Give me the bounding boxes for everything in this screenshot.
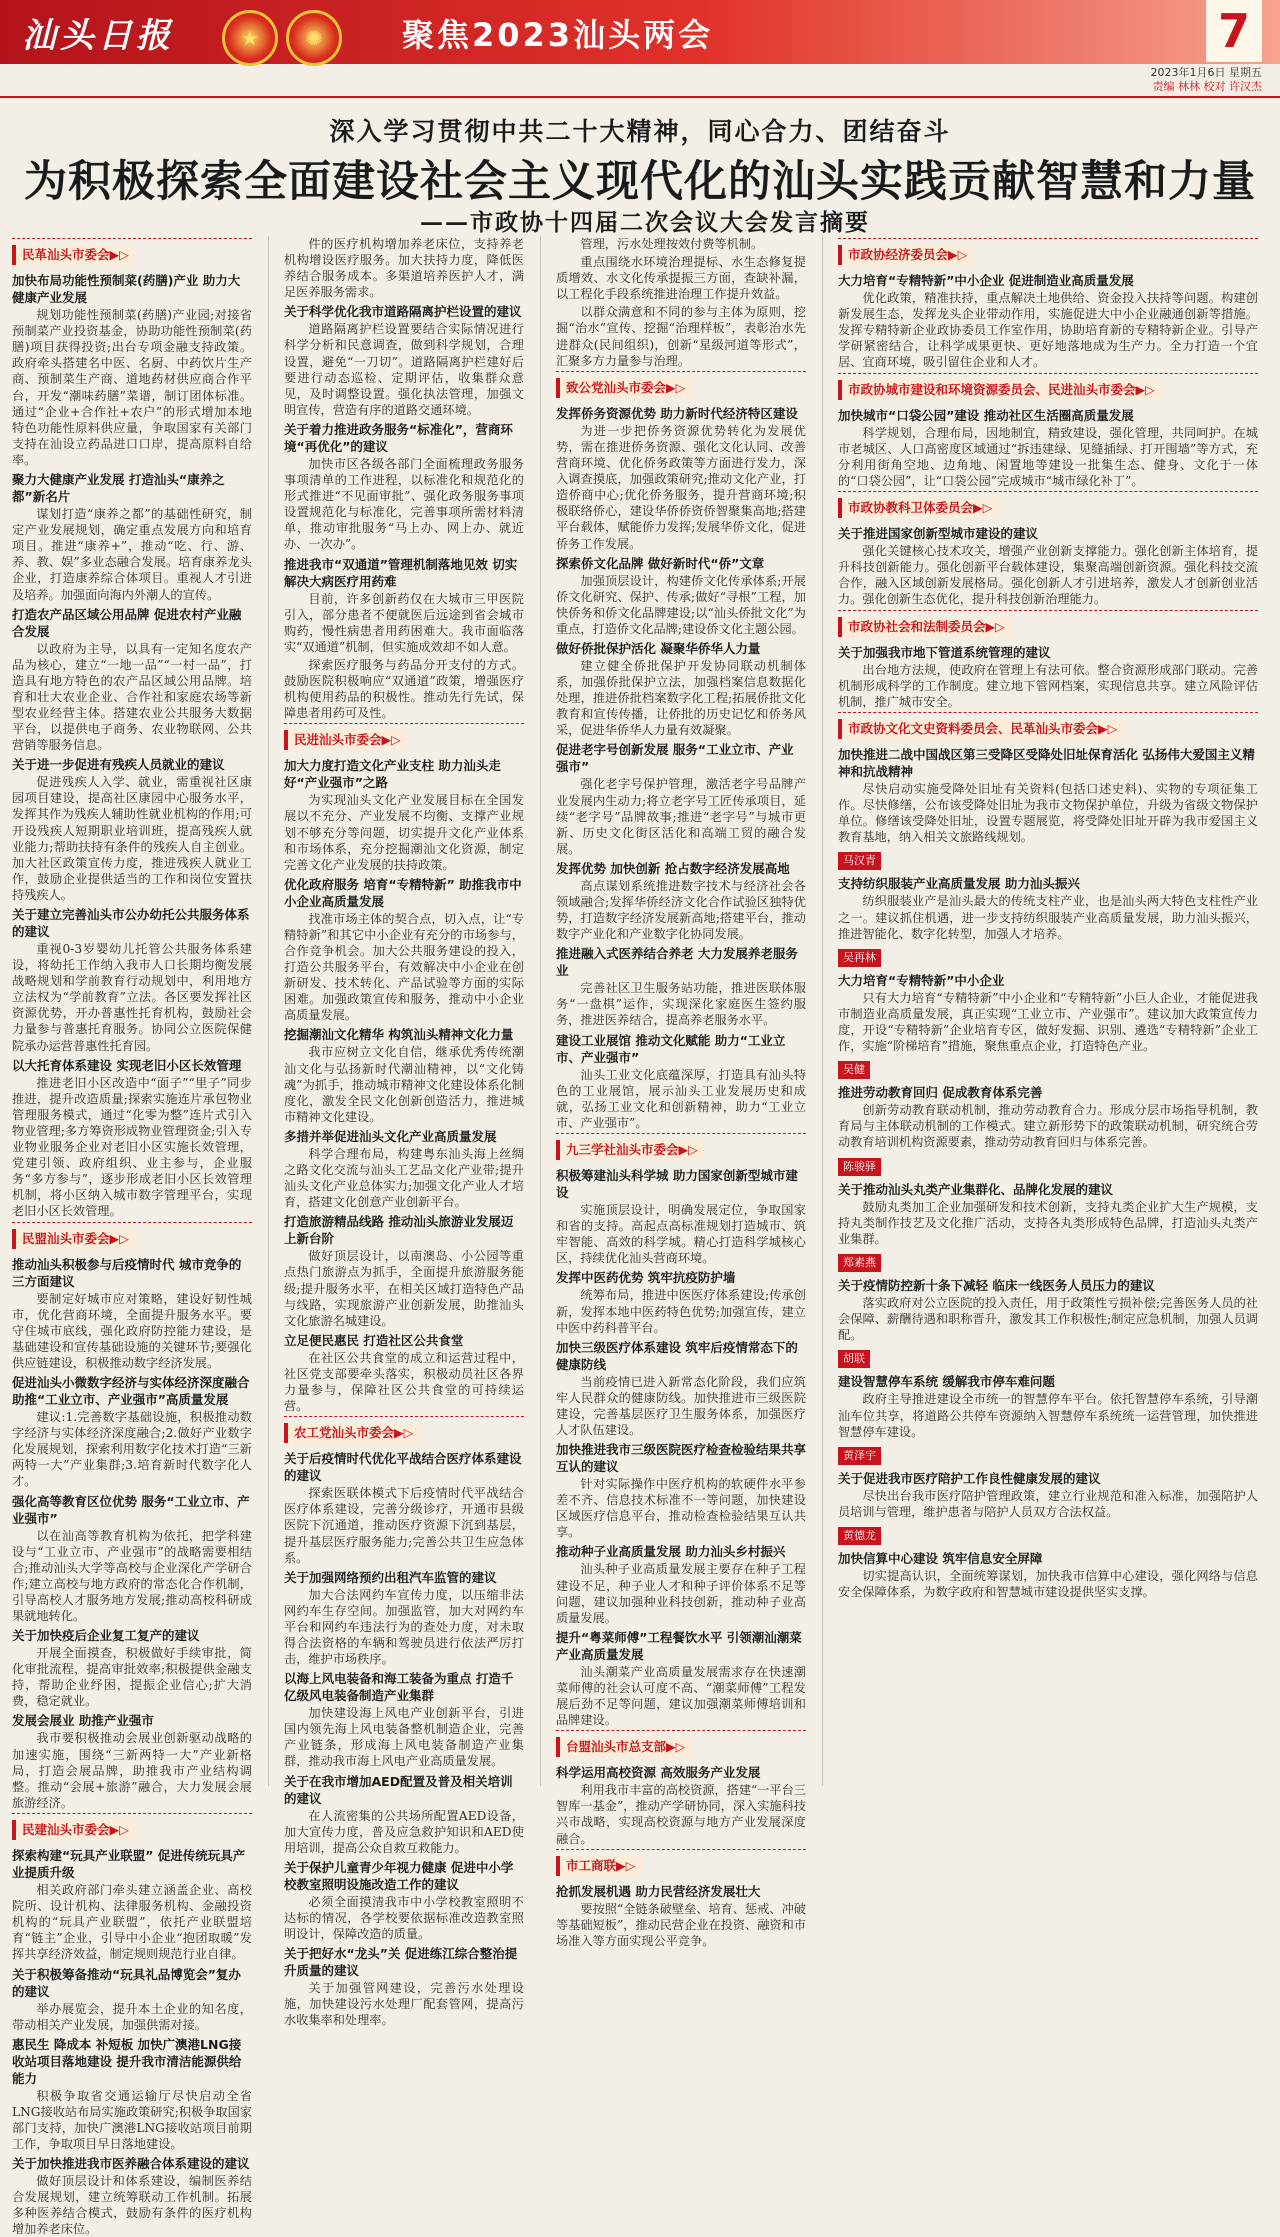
- speech-paragraph: 谋划打造“康养之都”的基础性研究，制定产业发展规划，确定重点发展方向和培育项目。推进“康养+”，推动“吃、行、游、养、教、娱”多业态融合发展。培育康养龙头企业，打造康养综合体项目。重视人才引进及培养。加强面向海内外潮人的宣传。: [12, 507, 252, 602]
- party-section-label: 农工党汕头市委会▶▷: [284, 1423, 419, 1443]
- speech-paragraph: 强化关键核心技术攻关，增强产业创新支撑能力。强化创新主体培育，提升科技创新能力。强化创新平台载体建设，集聚高端创新资源。强化科技交流合作，融入区域创新发展格局。强化创新人才引进培养，激发人才创新创业活力。强化创新生态优化，提升科技创新治理能力。: [838, 544, 1258, 607]
- speech-paragraph: 落实政府对公立医院的投入责任，用于政策性亏损补偿;完善医务人员的社会保障、薪酬待遇和职称晋升，激发其工作积极性;制定应急机制，加强人员调配。: [838, 1296, 1258, 1343]
- party-section-label: 民建汕头市委会▶▷: [12, 1820, 135, 1840]
- speech-paragraph: 加快市区各级各部门全面梳理政务服务事项清单的工作进程，以标准化和规范化的形式推进“不见面审批”、强化政务服务事项设置规范化与标准化，完善事项所需材料清单，推动审批服务“马上办、网上办、就近办、一次办”。: [284, 456, 524, 552]
- speech-paragraph: 重视0-3岁婴幼儿托管公共服务体系建设，将幼托工作纳入我市人口长期均衡发展战略规划和学前教育行动规划中，利用地方立法权为“学前教育”立法。各区要发挥社区资源优势，开办普惠性托育机构，鼓励社会力量参与普惠托育服务。协同公立医院保健院承办运营普惠性托育园。: [12, 942, 252, 1053]
- party-section-header: [556, 371, 806, 402]
- page-number: 7: [1206, 0, 1262, 62]
- speech-paragraph: 关于加强管网建设，完善污水处理设施，加快建设污水处理厂配套管网，提高污水收集率和处理率。: [284, 1981, 524, 2028]
- speech-heading: 探索侨文化品牌 做好新时代“侨”文章: [556, 555, 765, 571]
- party-section-label: 民进汕头市委会▶▷: [284, 730, 407, 750]
- speech-heading: 促进汕头小微数字经济与实体经济深度融合 助推“工业立市、产业强市”高质量发展: [12, 1375, 250, 1408]
- speech-heading: 促进老字号创新发展 服务“工业立市、产业强市”: [556, 742, 794, 775]
- speech-heading: 立足便民惠民 打造社区公共食堂: [284, 1332, 464, 1348]
- speech-heading: 多措并举促进汕头文化产业高质量发展: [284, 1128, 497, 1144]
- speech-paragraph: 政府主导推进建设全市统一的智慧停车平台。依托智慧停车系统，引导潮汕车位共享，将道路公共停车资源纳入智慧停车系统统一运营管理，加快推进智慧停车建设。: [838, 1392, 1258, 1439]
- speech-heading: 发挥侨务资源优势 助力新时代经济特区建设: [556, 405, 798, 421]
- speech-heading: 关于后疫情时代优化平战结合医疗体系建设的建议: [284, 1451, 522, 1484]
- speech-paragraph: 当前疫情已进入新常态化阶段，我们应筑牢人民群众的健康防线。加快推进市三级医院建设，完善基层医疗卫生服务体系，加强医疗人才队伍建设。: [556, 1374, 806, 1437]
- speaker-name-tag: 马汉青: [838, 852, 881, 870]
- speech-paragraph: 相关政府部门牵头建立涵盖企业、高校院所、设计机构、法律服务机构、金融投资机构的“玩具产业联盟”，依托产业联盟培育“链主”企业，引导中小企业“抱团取暖”发挥共享经济效益，制定规则规范行业自律。: [12, 1883, 252, 1962]
- speech-paragraph: 开展全面摸查，积极做好手续审批，简化审批流程，提高审批效率;积极提供金融支持，帮助企业纾困，提振企业信心;扩大消费，稳定就业。: [12, 1646, 252, 1709]
- speech-heading: 做好侨批保护活化 凝聚华侨华人力量: [556, 640, 761, 656]
- speaker-name-tag: 陈骏驿: [838, 1158, 881, 1176]
- speech-heading: 探索构建“玩具产业联盟” 促进传统玩具产业提质升级: [12, 1848, 246, 1881]
- speech-heading: 惠民生 降成本 补短板 加快广澳港LNG接收站项目落地建设 提升我市清洁能源供给能力: [12, 2036, 242, 2086]
- speech-heading: 建设工业展馆 推动文化赋能 助力“工业立市、产业强市”: [556, 1032, 786, 1065]
- speech-heading: 加快信算中心建设 筑牢信息安全屏障: [838, 1551, 1043, 1567]
- party-section-header: [838, 373, 1258, 404]
- speech-heading: 打造农产品区域公用品牌 促进农村产业融合发展: [12, 606, 242, 639]
- speech-paragraph: 管理，污水处理按效付费等机制。: [580, 237, 764, 251]
- speech-paragraph: 建议:1.完善数字基础设施，积极推动数字经济与实体经济深度融合;2.做好产业数字化发展规划，探索利用数字化技术打造“三新两特一大”产业集群;3.培育新时代数字化人才。: [12, 1410, 252, 1489]
- speech-paragraph: 找准市场主体的契合点，切入点，让“专精特新”和其它中小企业有充分的市场参与，合作竞争机会。加大公共服务建设的投入，打造公共服务平台，有效解决中小企业在创新研发、技术转化、产品试验等方面的实际困难。加强政策宣传和服务，推动中小企业高质量发展。: [284, 911, 524, 1023]
- party-section-label: 九三学社汕头市委会▶▷: [556, 1140, 704, 1160]
- party-section-label: 致公党汕头市委会▶▷: [556, 378, 691, 398]
- speech-paragraph: 必须全面摸清我市中小学校教室照明不达标的情况，各学校要依据标准改造教室照明设计，保障改造的质量。: [284, 1894, 524, 1942]
- speech-paragraph: 加强顶层设计，构建侨文化传承体系;开展侨文化研究、保护、传承;做好“寻根”工程，加快侨务和侨文化品牌建设;以“汕头侨批文化”为重点，打造侨文化品牌;建设侨文化主题公园。: [556, 573, 806, 636]
- speech-paragraph: 优化政策，精准扶持，重点解决土地供给、资金投入扶持等问题。构建创新发展生态，发挥龙头企业带动作用，实施促进大中小企业融通创新等措施。发挥专精特新企业政协委员工作室作用，协助培育新的专精特新企业。引导产学研紧密结合，让科学成果更快、更好地落地成为生产力。全力打造一个宜居、宜商环境，吸引留住企业和人才。: [838, 291, 1258, 370]
- speech-paragraph: 推进老旧小区改造中“面子”“里子”同步推进，提升改造质量;探索实施连片承包物业管理服务模式，通过“化零为整”连片式引入物业管理;多方筹资形成物业管理资金;引入专业物业服务企业对老旧小区实施长效管理，党建引领、政府组织、业主参与，企业服务“多方参与”，逐步形成老旧小区长效管理机制，将小区纳入城市数字管理平台，实现老旧小区长效管理。: [12, 1075, 252, 1219]
- speech-paragraph: 做好顶层设计，以南澳岛、小公园等重点热门旅游点为抓手，全面提升旅游服务能级;提升服务水平，在相关区域打造特色产品与线路，实现旅游产业创新发展，助推汕头文化旅游名城建设。: [284, 1249, 524, 1328]
- speech-heading: 关于推进国家创新型城市建设的建议: [838, 526, 1039, 542]
- speaker-name-tag: 吴健: [838, 1061, 870, 1079]
- party-section-header: [838, 238, 1258, 269]
- speaker-name-tag: 吴再林: [838, 949, 881, 967]
- article-subhead: ——市政协十四届二次会议大会发言摘要: [420, 209, 870, 236]
- text-column-1: [12, 236, 252, 2237]
- speech-paragraph: 鼓励丸类加工企业加强研发和技术创新，支持丸类企业扩大生产规模，支持丸类制作技艺及文化推广活动，支持各丸类形成特色品牌，打造汕头丸类产业集群。: [838, 1199, 1258, 1246]
- speech-heading: 以海上风电装备和海工装备为重点 打造千亿级风电装备制造产业集群: [284, 1671, 514, 1704]
- speech-heading: 大力培育“专精特新”中小企业: [838, 972, 1005, 988]
- speaker-name-tag: 郑素燕: [838, 1254, 881, 1272]
- speech-heading: 关于着力推进政务服务“标准化”，营商环境“再优化”的建议: [284, 421, 513, 454]
- speech-heading: 发展会展业 助推产业强市: [12, 1713, 154, 1729]
- article-kicker: 深入学习贯彻中共二十大精神，同心合力、团结奋斗: [329, 117, 951, 146]
- publish-date: 2023年1月6日 星期五: [1150, 66, 1262, 79]
- text-column-4: [838, 236, 1258, 1786]
- speech-paragraph: 件的医疗机构增加养老床位，支持养老机构增设医疗服务。加大扶持力度，降低医养结合服务成本。多渠道培养医护人才，满足医养服务需求。: [284, 237, 524, 300]
- speech-paragraph: 以群众满意和不同的参与主体为原则，挖掘“治水”宣传、挖掘“治理样板”，表彰治水先进群众(民间组织)，创新“星级河道等形式”，汇聚多方力量参与治理。: [556, 305, 806, 368]
- party-section-header: [838, 712, 1258, 743]
- speech-paragraph: 完善社区卫生服务站功能，推进医联体服务“一盘棋”运作，实现深化家庭医生签约服务，推进医养结合，提高养老服务水平。: [556, 981, 806, 1028]
- section-title: 聚焦2023汕头两会: [402, 16, 714, 54]
- speech-heading: 挖掘潮汕文化精华 构筑汕头精神文化力量: [284, 1027, 514, 1043]
- dateline: [1151, 66, 1263, 94]
- speech-heading: 关于加强网络预约出租汽车监管的建议: [284, 1569, 497, 1585]
- speech-paragraph: 重点围绕水环境治理提标、水生态修复提质增效、水文化传承提振三方面，查缺补漏，以工程化手段系统推进治理工作提升效益。: [556, 255, 806, 302]
- speech-heading: 加大力度打造文化产业支柱 助力汕头走好“产业强市”之路: [284, 758, 501, 791]
- speech-heading: 关于加强我市地下管道系统管理的建议: [838, 644, 1051, 660]
- speech-paragraph: 做好顶层设计和体系建设，编制医养结合发展规划，建立统筹联动工作机制。拓展多种医养结合模式，鼓励有条件的医疗机构增加养老床位。: [12, 2174, 252, 2237]
- speech-heading: 提升“粤菜师傅”工程餐饮水平 引领潮汕潮菜产业高质量发展: [556, 1629, 802, 1662]
- speech-paragraph: 在人流密集的公共场所配置AED设备，加大宣传力度，普及应急救护知识和AED使用培训，提高公众自救互救能力。: [284, 1808, 524, 1855]
- speech-heading: 发挥优势 加快创新 抢占数字经济发展高地: [556, 860, 790, 876]
- speech-paragraph: 以政府为主导，以具有一定知名度农产品为核心，建立“一地一品”“一村一品”，打造具有地方特色的农产品区域公用品牌。培育和壮大农业企业、合作社和家庭农场等新型农业经营主体。搭建农业公共服务大数据平台，以提供电子商务、农业物联网、公共营销等服务信息。: [12, 641, 252, 753]
- speech-heading: 关于促进我市医疗陪护工作良性健康发展的建议: [838, 1470, 1101, 1486]
- speech-paragraph: 汕头潮菜产业高质量发展需求存在快速潮菜师傅的社会认可度不高、“潮菜师傅”工程发展后劲不足等问题，建议加强潮菜师傅培训和品牌建设。: [556, 1664, 806, 1728]
- speech-heading: 加快城市“口袋公园”建设 推动社区生活圈高质量发展: [838, 407, 1134, 423]
- party-section-label: 市工商联▶▷: [556, 1856, 641, 1876]
- speaker-name-tag: 黄德龙: [838, 1527, 881, 1545]
- national-emblem-icon: ★: [222, 10, 278, 66]
- speech-paragraph: 我市要积极推动会展业创新驱动战略的加速实施，围绕“三新两特一大”产业新格局，打造会展品牌，助推我市产业结构调整。推动“会展+旅游”融合，大力发展会展旅游经济。: [12, 1731, 252, 1810]
- speech-heading: 优化政府服务 培育“专精特新” 助推我市中小企业高质量发展: [284, 876, 522, 909]
- speech-heading: 加快推进我市三级医院医疗检查检验结果共享互认的建议: [556, 1442, 807, 1475]
- speech-paragraph: 科学规划，合理布局，因地制宜，精致建设，强化管理，共同呵护。在城市老城区、人口高密度区域通过“拆违建绿、见缝插绿、打开围墙”等方式，充分利用街角空地、边角地、闲置地等建设一批集生态、健身、文化于一体的“口袋公园”，让“口袋公园”完成城市“城市绿化补丁”。: [838, 425, 1258, 488]
- speech-heading: 推进我市“双通道”管理机制落地见效 切实解决大病医疗用药难: [284, 556, 518, 589]
- speech-paragraph: 加大合法网约车宣传力度，以压缩非法网约车生存空间。加强监管，加大对网约车平台和网约车违法行为的查处力度，对未取得合法资格的车辆和驾驶员进行依法严厉打击，维护市场秩序。: [284, 1587, 524, 1667]
- party-section-label: 民革汕头市委会▶▷: [12, 245, 135, 265]
- speech-heading: 推进劳动教育回归 促成教育体系完善: [838, 1085, 1043, 1101]
- column-divider: [822, 236, 823, 1786]
- speech-paragraph: 创新劳动教育联动机制，推动劳动教育合力。形成分层市场指导机制，教育局与主体联动机制的工作模式。建立新形势下的政策联动机制，研究统合劳动教育培训机构资源要素，推动劳动教育回归与体系完善。: [838, 1103, 1258, 1150]
- speech-paragraph: 为进一步把侨务资源优势转化为发展优势，需在推进侨务资源、强化文化认同、改善营商环境、优化侨务政策等方面进行发力，深入调查摸底，加强政策研究;推动文化产业，打造侨商中心;优化侨务服务，提升营商环境;积极联络侨心，建设华侨侨资侨智聚集高地;搭建平台载体，赋能侨力发挥;发展华侨文化，促进侨务工作发展。: [556, 423, 806, 551]
- speech-paragraph: 规划功能性预制菜(药膳)产业园;对接省预制菜产业投资基金，协助功能性预制菜(药膳)项目获得投资;出台专项金融支持政策。政府牵头搭建名中医、名厨、中药饮片生产商、预制菜生产商、道地药材供应商合作平台，开发“潮味药膳”菜谱，制订团体标准。通过“企业+合作社+农户”的形式增加本地特色功能性原料供应量，争取国家有关部门支持在汕设立药品进口口岸，提高原料自给率。: [12, 308, 252, 467]
- party-section-label: 民盟汕头市委会▶▷: [12, 1229, 135, 1249]
- speech-paragraph: 探索医联体模式下后疫情时代平战结合医疗体系建设，完善分级诊疗，开通市县级医院下沉通道，推动医疗资源下沉到基层，提升基层医疗服务能力;完善公共卫生应急体系。: [284, 1486, 524, 1565]
- speech-heading: 关于科学优化我市道路隔离护栏设置的建议: [284, 304, 522, 320]
- party-section-header: [284, 1416, 524, 1447]
- speech-heading: 科学运用高校资源 高效服务产业发展: [556, 1765, 761, 1781]
- party-section-label: 市政协城市建设和环境资源委员会、民进汕头市委会▶▷: [838, 380, 1161, 400]
- party-section-label: 市政协文化文史资料委员会、民革汕头市委会▶▷: [838, 719, 1123, 739]
- speech-heading: 加快推进二战中国战区第三受降区受降处旧址保育活化 弘扬伟大爱国主义精神和抗战精神: [838, 746, 1255, 779]
- cppcc-emblem-icon: ✺: [286, 10, 342, 66]
- speech-paragraph: 尽快出台我市医疗陪护管理政策，建立行业规范和准入标准，加强陪护人员培训与管理，维护患者与陪护人员双方合法权益。: [838, 1488, 1258, 1519]
- party-section-header: [12, 1222, 252, 1253]
- speech-heading: 加快布局功能性预制菜(药膳)产业 助力大健康产业发展: [12, 273, 241, 306]
- party-section-header: [556, 1133, 806, 1164]
- speech-heading: 积极筹建汕头科学城 助力国家创新型城市建设: [556, 1168, 798, 1201]
- party-section-header: [12, 238, 252, 269]
- speech-paragraph: 切实提高认识，全面统筹谋划，加快我市信算中心建设，强化网络与信息安全保障体系，为数字政府和智慧城市建设提供坚实支撑。: [838, 1569, 1258, 1600]
- speech-heading: 关于积极筹备推动“玩具礼品博览会”复办的建议: [12, 1966, 241, 1999]
- masthead-rule: [0, 96, 1280, 98]
- speech-heading: 推动种子业高质量发展 助力汕头乡村振兴: [556, 1544, 786, 1560]
- speech-paragraph: 利用我市丰富的高校资源，搭建“一平台三智库一基金”，推动产学研协同，深入实施科技兴市战略，实现高校资源与地方产业发展深度融合。: [556, 1783, 806, 1846]
- speech-heading: 强化高等教育区位优势 服务“工业立市、产业强市”: [12, 1493, 250, 1526]
- party-section-header: [284, 723, 524, 754]
- speech-heading: 推进融入式医养结合养老 大力发展养老服务业: [556, 946, 798, 979]
- speech-paragraph: 促进残疾人入学、就业，需重视社区康园项目建设，提高社区康园中心服务水平，发挥其作为残疾人辅助性就业机构的作用;可开设残疾人短期职业培训班，提高残疾人就业能力;帮助扶持有条件的残疾人自主创业。加大社区政策宣传力度，推进残疾人就业工作，鼓励企业提供适当的工作和岗位安置扶持残疾人。: [12, 775, 252, 902]
- speech-paragraph: 实施顶层设计，明确发展定位，争取国家和省的支持。高起点高标准规划打造城市、筑牢智能、高效的科学城。精心打造科学城核心区，持续优化汕头营商环境。: [556, 1203, 806, 1266]
- speech-heading: 聚力大健康产业发展 打造汕头“康养之都”新名片: [12, 472, 225, 505]
- speech-heading: 抢抓发展机遇 助力民营经济发展壮大: [556, 1883, 761, 1899]
- text-column-3: [556, 236, 807, 1948]
- speech-paragraph: 在社区公共食堂的成立和运营过程中，社区党支部要牵头落实，积极动员社区各界力量参与，保障社区公共食堂的可持续运营。: [284, 1350, 524, 1414]
- speech-heading: 关于推动汕头丸类产业集群化、品牌化发展的建议: [838, 1181, 1114, 1197]
- column-divider: [268, 236, 269, 1786]
- speech-paragraph: 为实现汕头文化产业发展目标在全国发展以不充分、产业发展不均衡、支撑产业规划不够充分等问题，切实提升文化产业体系和市场体系，充分挖掘潮汕文化资源，制定完善文化产业发展的扶持政策。: [284, 793, 524, 872]
- speech-heading: 加快三级医疗体系建设 筑牢后疫情常态下的健康防线: [556, 1339, 798, 1372]
- speech-heading: 支持纺织服装产业高质量发展 助力汕头振兴: [838, 876, 1080, 892]
- speech-paragraph: 统筹布局，推进中医医疗体系建设;传承创新，发挥本地中医药特色优势;加强宣传，建立中医中药科普平台。: [556, 1288, 806, 1335]
- speech-paragraph: 探索医疗服务与药品分开支付的方式。鼓励医院积极响应“双通道”政策，增强医疗机构使用药品的积极性。推动先行先试，保障患者用药可及性。: [284, 657, 524, 721]
- speech-paragraph: 出台地方法规，使政府在管理上有法可依。整合资源形成部门联动。完善机制形成科学的工作制度。建立地下管网档案，实现信息共享。建立风险评估机制，推广城市安全。: [838, 662, 1258, 709]
- speech-heading: 推动汕头积极参与后疫情时代 城市竞争的三方面建议: [12, 1256, 242, 1289]
- party-section-label: 市政协经济委员会▶▷: [838, 245, 973, 265]
- speech-paragraph: 目前，许多创新药仅在大城市三甲医院引入，部分患者不便就医后远途到省会城市购药，慢性病患者用药困难大。我市面临落实“双通道”机制，但实施成效却不如人意。: [284, 591, 524, 654]
- party-section-label: 台盟汕头市总支部▶▷: [556, 1737, 691, 1757]
- speech-paragraph: 要按照“全链条破壁垒、培育、惩戒、冲破等基础短板”，推动民营企业在投资、融资和市场准入等方面实现公平竞争。: [556, 1901, 806, 1948]
- speech-heading: 建设智慧停车系统 缓解我市停车难问题: [838, 1374, 1055, 1390]
- speech-paragraph: 科学合理布局，构建粤东汕头海上丝绸之路文化交流与汕头工艺品文化产业带;提升汕头文化产业总体实力;加强文化产业人才培育，搭建文化创意产业创新平台。: [284, 1146, 524, 1210]
- speech-heading: 打造旅游精品线路 推动汕头旅游业发展迈上新台阶: [284, 1214, 514, 1247]
- speech-paragraph: 只有大力培育“专精特新”中小企业和“专精特新”小巨人企业，才能促进我市制造业高质量发展，真正实现“工业立市、产业强市”。建议加大政策宣传力度，开设“专精特新”企业培育专区，做好发掘、识别、遴选“专精特新”企业工作，实施“阶梯培育”措施，聚焦重点企业，打造特色产业。: [838, 990, 1258, 1054]
- speech-paragraph: 强化老字号保护管理，激活老字号品牌产业发展内生动力;将立老字号工匠传承项目，延续“老字号”品牌故事;推进“老字号”与城市更新、历史文化街区活化和高端工贸的融合发展。: [556, 777, 806, 856]
- speech-paragraph: 道路隔离护栏设置要结合实际情况进行科学分析和民意调查，做到科学规划，合理设置，避免“一刀切”。道路隔离护栏建好后要进行动态巡检、定期评估，收集群众意见，及时调整设置。强化执法管理，加强文明宣传，营造有序的道路交通环境。: [284, 322, 524, 417]
- speech-paragraph: 汕头种子业高质量发展主要存在种子工程建设不足，种子业人才和种子评价体系不足等问题，建议加强种业科技创新，推动种子业高质量发展。: [556, 1562, 806, 1625]
- party-section-header: [838, 610, 1258, 641]
- speech-paragraph: 汕头工业文化底蕴深厚，打造具有汕头特色的工业展馆，展示汕头工业发展历史和成就，弘扬工业文化和创新精神，助力“工业立市、产业强市”。: [556, 1067, 806, 1130]
- speech-paragraph: 建立健全侨批保护开发协同联动机制体系，加强侨批保护立法，加强档案信息数据化处理，推进侨批档案数字化工程;拓展侨批文化教育和宣传传播，让侨批的历史记忆和侨务风采，促进华侨华人力量有效凝聚。: [556, 658, 806, 738]
- masthead: [0, 0, 1280, 98]
- speech-paragraph: 我市应树立文化自信，继承优秀传统潮汕文化与弘扬新时代潮汕精神，以“文化铸魂”为抓手，推动城市精神文化建设体系化制度化，激发全民文化创新创造活力，推进城市精神文化建设。: [284, 1045, 524, 1124]
- speech-paragraph: 要制定好城市应对策略，建设好韧性城市，优化营商环境，全面提升服务水平。要守住城市底线，强化政府防控能力建设，是基础建设和宣传基础设施的关键环节;要强化供应链建设，积极推动数字经济发展。: [12, 1291, 252, 1370]
- speech-heading: 关于建立完善汕头市公办幼托公共服务体系的建议: [12, 907, 250, 939]
- party-section-label: 市政协社会和法制委员会▶▷: [838, 617, 1011, 637]
- speech-heading: 发挥中医药优势 筑牢抗疫防护墙: [556, 1270, 736, 1286]
- newspaper-name: 汕头日报: [22, 16, 174, 56]
- speech-heading: 关于加快推进我市医养融合体系建设的建议: [12, 2156, 250, 2172]
- speaker-name-tag: 黄泽宇: [838, 1447, 881, 1465]
- speech-heading: 关于把好水“龙头”关 促进练江综合整治提升质量的建议: [284, 1946, 518, 1979]
- speech-paragraph: 纺织服装业产是汕头最大的传统支柱产业，也是汕头两大特色支柱性产业之一。建议抓住机遇，进一步支持纺织服装产业高质量发展，助力汕头振兴，推进智能化、数字化转型，加强人才培养。: [838, 894, 1258, 941]
- speech-paragraph: 针对实际操作中医疗机构的软硬件水平参差不齐、信息技术标准不一等问题，加快建设区域医疗信息平台，推动检查检验结果互认共享。: [556, 1477, 806, 1540]
- party-section-header: [838, 491, 1258, 522]
- speech-paragraph: 以在汕高等教育机构为依托，把学科建设与“工业立市、产业强市”的战略需要相结合;推动汕头大学等高校与企业深化产学研合作;建立高校与地方政府的常态化合作机制，引导高校人才服务地方发展;推动高校科研成果就地转化。: [12, 1528, 252, 1623]
- article-headline: 为积极探索全面建设社会主义现代化的汕头实践贡献智慧和力量: [24, 157, 1256, 207]
- party-section-label: 市政协教科卫体委员会▶▷: [838, 498, 998, 518]
- speech-paragraph: 高点谋划系统推进数字技术与经济社会各领域融合;发挥华侨经济文化合作试验区独特优势，打造数字经济发展新高地;搭建平台，推动数字产业化和产业数字化协同发展。: [556, 878, 806, 942]
- speech-heading: 以大托育体系建设 实现老旧小区长效管理: [12, 1057, 242, 1073]
- speech-heading: 关于保护儿童青少年视力健康 促进中小学校教室照明设施改造工作的建议: [284, 1859, 514, 1892]
- editor-credits: 责编 林林 校对 许汉杰: [1152, 80, 1262, 93]
- speech-heading: 关于加快疫后企业复工复产的建议: [12, 1628, 200, 1644]
- text-column-2: [284, 236, 524, 2028]
- speech-heading: 大力培育“专精特新”中小企业 促进制造业高质量发展: [838, 273, 1134, 289]
- speech-paragraph: 尽快启动实施受降处旧址有关资料(包括口述史料)、实物的专项征集工作。尽快修缮，公布该受降处旧址为我市文物保护单位，升级为省级文物保护单位。修缮该受降处旧址，设置专题展览，将受降处旧址开辟为我市爱国主义教育基地，纳入相关文旅路线规划。: [838, 781, 1258, 845]
- column-divider: [540, 236, 541, 1786]
- speech-heading: 关于进一步促进有残疾人员就业的建议: [12, 757, 225, 773]
- speech-heading: 关于疫情防控新十条下减轻 临床一线医务人员压力的建议: [838, 1278, 1155, 1294]
- speech-paragraph: 举办展览会，提升本土企业的知名度，带动相关产业发展，加强供需对接。: [12, 2001, 252, 2032]
- speech-paragraph: 加快建设海上风电产业创新平台，引进国内领先海上风电装备整机制造企业，完善产业链条，形成海上风电装备制造产业集群，推动我市海上风电产业高质量发展。: [284, 1706, 524, 1769]
- party-section-header: [12, 1813, 252, 1844]
- speech-paragraph: 积极争取省交通运输厅尽快启动全省LNG接收站布局实施政策研究;积极争取国家部门支持，加快广澳港LNG接收站项目前期工作，争取项目早日落地建设。: [12, 2088, 252, 2151]
- party-section-header: [556, 1730, 806, 1761]
- speech-heading: 关于在我市增加AED配置及普及相关培训的建议: [284, 1773, 513, 1806]
- speaker-name-tag: 胡联: [838, 1350, 870, 1368]
- party-section-header: [556, 1849, 806, 1880]
